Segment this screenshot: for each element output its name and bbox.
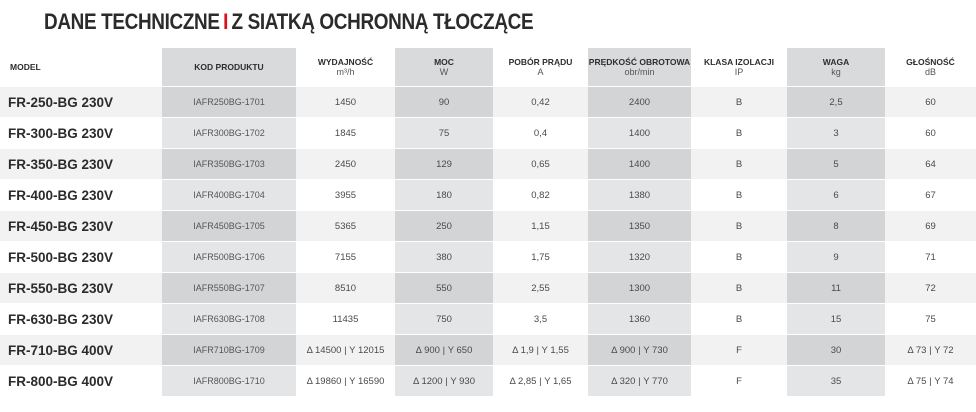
title-sub: Z SIATKĄ OCHRONNĄ TŁOCZĄCE [231, 9, 534, 34]
cell-code: IAFR800BG-1710 [162, 366, 296, 397]
cell-insulation: B [691, 149, 787, 180]
cell-model: FR-710-BG 400V [0, 335, 162, 366]
cell-code: IAFR500BG-1706 [162, 242, 296, 273]
cell-power: 75 [395, 118, 493, 149]
cell-noise: 60 [885, 118, 976, 149]
table-row [0, 87, 976, 118]
cell-flow: 2450 [296, 149, 395, 180]
cell-weight: 8 [787, 211, 885, 242]
cell-weight: 9 [787, 242, 885, 273]
cell-flow: 1845 [296, 118, 395, 149]
cell-speed: 1400 [588, 118, 691, 149]
cell-code: IAFR550BG-1707 [162, 273, 296, 304]
cell-insulation: F [691, 366, 787, 397]
cell-power: 90 [395, 87, 493, 118]
title-main: DANE TECHNICZNE [44, 9, 220, 34]
cell-noise: 75 [885, 304, 976, 335]
cell-speed: 1320 [588, 242, 691, 273]
cell-power: Δ 1200 | Y 930 [395, 366, 493, 397]
cell-flow: 3955 [296, 180, 395, 211]
header-insulation: KLASA IZOLACJI IP [691, 48, 787, 87]
cell-speed: 1400 [588, 149, 691, 180]
table-header-row [0, 48, 976, 87]
cell-current: 0,65 [493, 149, 588, 180]
cell-code: IAFR400BG-1704 [162, 180, 296, 211]
header-model: MODEL [10, 62, 41, 72]
header-noise-unit: dB [924, 67, 936, 77]
cell-noise: 64 [885, 149, 976, 180]
cell-current: 0,82 [493, 180, 588, 211]
header-speed: PRĘDKOŚĆ OBROTOWA obr/min [588, 48, 691, 87]
cell-speed: 1380 [588, 180, 691, 211]
cell-speed: 2400 [588, 87, 691, 118]
cell-current: 2,55 [493, 273, 588, 304]
cell-insulation: B [691, 304, 787, 335]
cell-current: 1,75 [493, 242, 588, 273]
table-row [0, 242, 976, 273]
cell-power: Δ 900 | Y 650 [395, 335, 493, 366]
table-row [0, 273, 976, 304]
cell-current: Δ 2,85 | Y 1,65 [493, 366, 588, 397]
header-code: KOD PRODUKTU [162, 48, 296, 87]
cell-insulation: B [691, 273, 787, 304]
cell-model: FR-250-BG 230V [0, 87, 162, 118]
cell-code: IAFR630BG-1708 [162, 304, 296, 335]
cell-current: 1,15 [493, 211, 588, 242]
header-current-unit: A [537, 67, 544, 77]
table-row [0, 335, 976, 366]
table-row [0, 149, 976, 180]
table-row [0, 366, 976, 397]
table-row [0, 211, 976, 242]
cell-noise: Δ 75 | Y 74 [885, 366, 976, 397]
header-power: MOC W [395, 48, 493, 87]
technical-data-table [0, 48, 976, 396]
cell-model: FR-450-BG 230V [0, 211, 162, 242]
table-row [0, 304, 976, 335]
cell-model: FR-350-BG 230V [0, 149, 162, 180]
cell-weight: 2,5 [787, 87, 885, 118]
cell-flow: Δ 14500 | Y 12015 [296, 335, 395, 366]
cell-insulation: B [691, 242, 787, 273]
cell-model: FR-630-BG 230V [0, 304, 162, 335]
cell-speed: 1300 [588, 273, 691, 304]
cell-code: IAFR300BG-1702 [162, 118, 296, 149]
header-weight-unit: kg [831, 67, 841, 77]
cell-noise: 71 [885, 242, 976, 273]
header-speed-unit: obr/min [624, 67, 655, 77]
cell-model: FR-400-BG 230V [0, 180, 162, 211]
page-title [44, 9, 533, 35]
cell-code: IAFR350BG-1703 [162, 149, 296, 180]
cell-code: IAFR710BG-1709 [162, 335, 296, 366]
cell-flow: Δ 19860 | Y 16590 [296, 366, 395, 397]
cell-weight: 6 [787, 180, 885, 211]
header-weight: WAGA kg [787, 48, 885, 87]
cell-current: Δ 1,9 | Y 1,55 [493, 335, 588, 366]
cell-weight: 30 [787, 335, 885, 366]
cell-power: 180 [395, 180, 493, 211]
cell-noise: 72 [885, 273, 976, 304]
table-row [0, 118, 976, 149]
cell-model: FR-550-BG 230V [0, 273, 162, 304]
cell-current: 0,42 [493, 87, 588, 118]
header-insulation-unit: IP [734, 67, 744, 77]
header-flow: WYDAJNOŚĆ m³/h [296, 48, 395, 87]
cell-noise: 69 [885, 211, 976, 242]
header-flow-unit: m³/h [336, 67, 355, 77]
cell-power: 550 [395, 273, 493, 304]
cell-speed: Δ 320 | Y 770 [588, 366, 691, 397]
cell-insulation: B [691, 211, 787, 242]
cell-model: FR-300-BG 230V [0, 118, 162, 149]
cell-flow: 5365 [296, 211, 395, 242]
cell-flow: 7155 [296, 242, 395, 273]
table-body [0, 87, 976, 397]
cell-power: 380 [395, 242, 493, 273]
header-noise: GŁOŚNOŚĆ dB [885, 48, 976, 87]
header-power-unit: W [439, 67, 449, 77]
cell-code: IAFR250BG-1701 [162, 87, 296, 118]
cell-current: 3,5 [493, 304, 588, 335]
cell-model: FR-800-BG 400V [0, 366, 162, 397]
cell-code: IAFR450BG-1705 [162, 211, 296, 242]
cell-flow: 11435 [296, 304, 395, 335]
cell-current: 0,4 [493, 118, 588, 149]
cell-noise: 60 [885, 87, 976, 118]
cell-insulation: B [691, 180, 787, 211]
cell-flow: 8510 [296, 273, 395, 304]
cell-speed: Δ 900 | Y 730 [588, 335, 691, 366]
table-row [0, 180, 976, 211]
cell-insulation: B [691, 87, 787, 118]
cell-power: 129 [395, 149, 493, 180]
cell-power: 250 [395, 211, 493, 242]
cell-weight: 15 [787, 304, 885, 335]
header-current: POBÓR PRĄDU A [493, 48, 588, 87]
cell-noise: Δ 73 | Y 72 [885, 335, 976, 366]
cell-weight: 5 [787, 149, 885, 180]
cell-model: FR-500-BG 230V [0, 242, 162, 273]
cell-weight: 11 [787, 273, 885, 304]
cell-noise: 67 [885, 180, 976, 211]
title-separator: I [223, 9, 228, 34]
cell-insulation: B [691, 118, 787, 149]
cell-weight: 35 [787, 366, 885, 397]
cell-power: 750 [395, 304, 493, 335]
cell-flow: 1450 [296, 87, 395, 118]
cell-speed: 1350 [588, 211, 691, 242]
cell-weight: 3 [787, 118, 885, 149]
cell-speed: 1360 [588, 304, 691, 335]
cell-insulation: F [691, 335, 787, 366]
